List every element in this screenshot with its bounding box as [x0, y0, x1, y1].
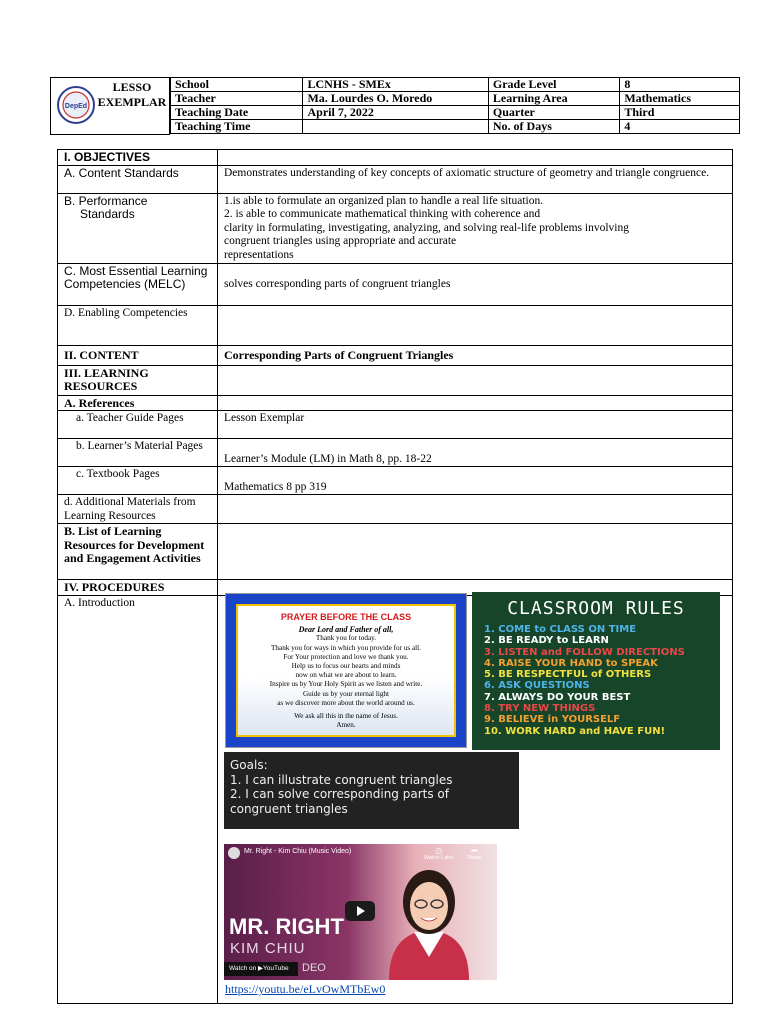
info-row: [171, 92, 740, 106]
teacher-guide-value: Lesson Exemplar: [218, 411, 733, 439]
prayer-line: Help us to focus our hearts and minds: [291, 662, 401, 671]
rule-item: 6. ASK QUESTIONS: [484, 680, 590, 692]
info-value: 4: [620, 120, 740, 134]
info-label: Grade Level: [488, 78, 620, 92]
empty-cell: [218, 395, 733, 411]
rule-item: 2. BE READY to LEARN: [484, 635, 609, 647]
table-row: [58, 439, 733, 467]
video-title[interactable]: Mr. Right - Kim Chiu (Music Video): [244, 848, 352, 855]
learner-material-label: b. Learner’s Material Pages: [58, 439, 218, 467]
rule-item: 9. BELIEVE in YOURSELF: [484, 714, 621, 726]
share-icon: ➦: [470, 846, 478, 855]
empty-cell: [218, 495, 733, 524]
info-value: Mathematics: [620, 92, 740, 106]
teacher-guide-label: a. Teacher Guide Pages: [58, 411, 218, 439]
textbook-label: c. Textbook Pages: [58, 467, 218, 495]
video-link[interactable]: https://youtu.be/eLvOwMTbEw0: [225, 982, 386, 996]
goals-title: Goals:: [230, 758, 268, 772]
prayer-line: For Your protection and love we thank you.: [283, 652, 409, 661]
rule-item: 3. LISTEN and FOLLOW DIRECTIONS: [484, 646, 685, 658]
info-label: Teaching Date: [171, 106, 303, 120]
table-row: [58, 395, 733, 411]
share-button[interactable]: ➦ Share: [467, 846, 482, 861]
textbook-value: Mathematics 8 pp 319: [218, 467, 733, 495]
lesson-exemplar-title: LESSO EXEMPLAR: [97, 80, 167, 109]
rule-item: 4. RAISE YOUR HAND to SPEAK: [484, 657, 658, 669]
info-value: LCNHS - SMEx: [303, 78, 488, 92]
rule-item: 5. BE RESPECTFUL of OTHERS: [484, 669, 652, 681]
empty-cell: [218, 305, 733, 345]
watch-later-button[interactable]: ◷ Watch Later: [424, 846, 454, 861]
play-button[interactable]: [345, 901, 375, 921]
performance-standards-label: B. Performance Standards: [58, 193, 218, 263]
singer-photo: [369, 862, 489, 980]
video-artist: KIM CHIU: [230, 940, 306, 957]
table-row: [58, 165, 733, 193]
lesson-header: [50, 77, 740, 137]
empty-cell: [218, 365, 733, 395]
content-heading: II. CONTENT: [58, 345, 218, 365]
clock-icon: ◷: [435, 846, 443, 855]
melc-value: solves corresponding parts of congruent triangles: [218, 263, 733, 305]
table-row: [58, 495, 733, 524]
info-label: Quarter: [488, 106, 620, 120]
table-row: [58, 193, 733, 263]
prayer-line: Thank you for ways in which you provide for us all.: [271, 643, 421, 652]
performance-standards-value: 1.is able to formulate an organized plan to handle a real life situation. 2. is able to communicate mathematical thinking with coherence and clarity in formulating, investigating, analyzing, and solving real-life problems involving congruent triangles using appropriate and accurate representations: [218, 193, 733, 263]
table-row: [58, 263, 733, 305]
prayer-line: Amen.: [336, 721, 356, 730]
rules-title: CLASSROOM RULES: [507, 598, 685, 619]
procedures-heading: IV. PROCEDURES: [58, 580, 218, 596]
empty-cell: [218, 150, 733, 166]
empty-cell: [218, 524, 733, 580]
additional-materials-label: d. Additional Materials from Learning Resources: [58, 495, 218, 524]
info-value: Third: [620, 106, 740, 120]
lesson-info-table: [170, 77, 740, 134]
info-row: [171, 78, 740, 92]
prayer-line: Inspire us by Your Holy Spirit as we listen and write.: [269, 680, 423, 689]
prayer-title: PRAYER BEFORE THE CLASS: [280, 612, 412, 622]
info-label: School: [171, 78, 303, 92]
table-row: [58, 411, 733, 439]
video-embed[interactable]: [224, 844, 497, 980]
info-label: Teacher: [171, 92, 303, 106]
video-overlay-text: DEO: [302, 962, 326, 974]
info-row: [171, 106, 740, 120]
video-big-title: MR. RIGHT: [229, 914, 344, 939]
goals-box: [224, 752, 519, 829]
table-row: [58, 524, 733, 580]
rule-item: 1. COME to CLASS ON TIME: [484, 624, 637, 635]
goal-item: 2. I can solve corresponding parts of: [230, 787, 449, 801]
prayer-line: We ask all this in the name of Jesus.: [294, 712, 398, 721]
rule-item: 8. TRY NEW THINGS: [484, 703, 596, 715]
watch-on-youtube-button[interactable]: Watch on ▶YouTube: [224, 962, 298, 976]
list-of-resources-label: B. List of Learning Resources for Development and Engagement Activities: [58, 524, 218, 580]
table-row: [58, 467, 733, 495]
enabling-competencies-label: D. Enabling Competencies: [58, 305, 218, 345]
prayer-line: Guide us by your eternal light: [302, 689, 390, 698]
logo-cell: [50, 77, 170, 135]
channel-avatar-icon: [228, 847, 240, 859]
content-value: Corresponding Parts of Congruent Triangles: [218, 345, 733, 365]
prayer-image: [225, 593, 467, 748]
prayer-line: as we discover more about the world around us.: [277, 698, 415, 707]
info-label: Learning Area: [488, 92, 620, 106]
melc-label: C. Most Essential Learning Competencies (MELC): [58, 263, 218, 305]
goals-list: [230, 773, 513, 817]
rule-item: 10. WORK HARD and HAVE FUN!: [484, 725, 666, 737]
rules-list: [484, 624, 685, 737]
table-row: [58, 365, 733, 395]
goal-item: congruent triangles: [230, 801, 348, 816]
info-value: April 7, 2022: [303, 106, 488, 120]
goal-item: 1. I can illustrate congruent triangles: [230, 772, 453, 787]
info-row: [171, 120, 740, 134]
info-value: Ma. Lourdes O. Moredo: [303, 92, 488, 106]
content-standards-label: A. Content Standards: [58, 165, 218, 193]
introduction-label: A. Introduction: [58, 595, 218, 1003]
classroom-rules-image: [472, 592, 720, 750]
rule-item: 7. ALWAYS DO YOUR BEST: [484, 691, 631, 703]
references-heading: A. References: [58, 395, 218, 411]
logo-emblem-text: DepEd: [64, 103, 88, 110]
learner-material-value: Learner’s Module (LM) in Math 8, pp. 18-22: [218, 439, 733, 467]
prayer-line: Thank you for today.: [315, 634, 377, 643]
info-label: No. of Days: [488, 120, 620, 134]
content-standards-value: Demonstrates understanding of key concepts of axiomatic structure of geometry and triangle congruence.: [218, 165, 733, 193]
prayer-card: [236, 604, 456, 737]
info-label: Teaching Time: [171, 120, 303, 134]
learning-resources-heading: III. LEARNING RESOURCES: [58, 365, 218, 395]
deped-seal-icon: [57, 86, 95, 124]
table-row: [58, 150, 733, 166]
objectives-heading: I. OBJECTIVES: [58, 150, 218, 166]
info-value: 8: [620, 78, 740, 92]
table-row: [58, 345, 733, 365]
prayer-line: now on what we are about to learn.: [295, 671, 397, 680]
prayer-greeting: Dear Lord and Father of all,: [298, 625, 394, 635]
info-value: [303, 120, 488, 134]
table-row: [58, 305, 733, 345]
